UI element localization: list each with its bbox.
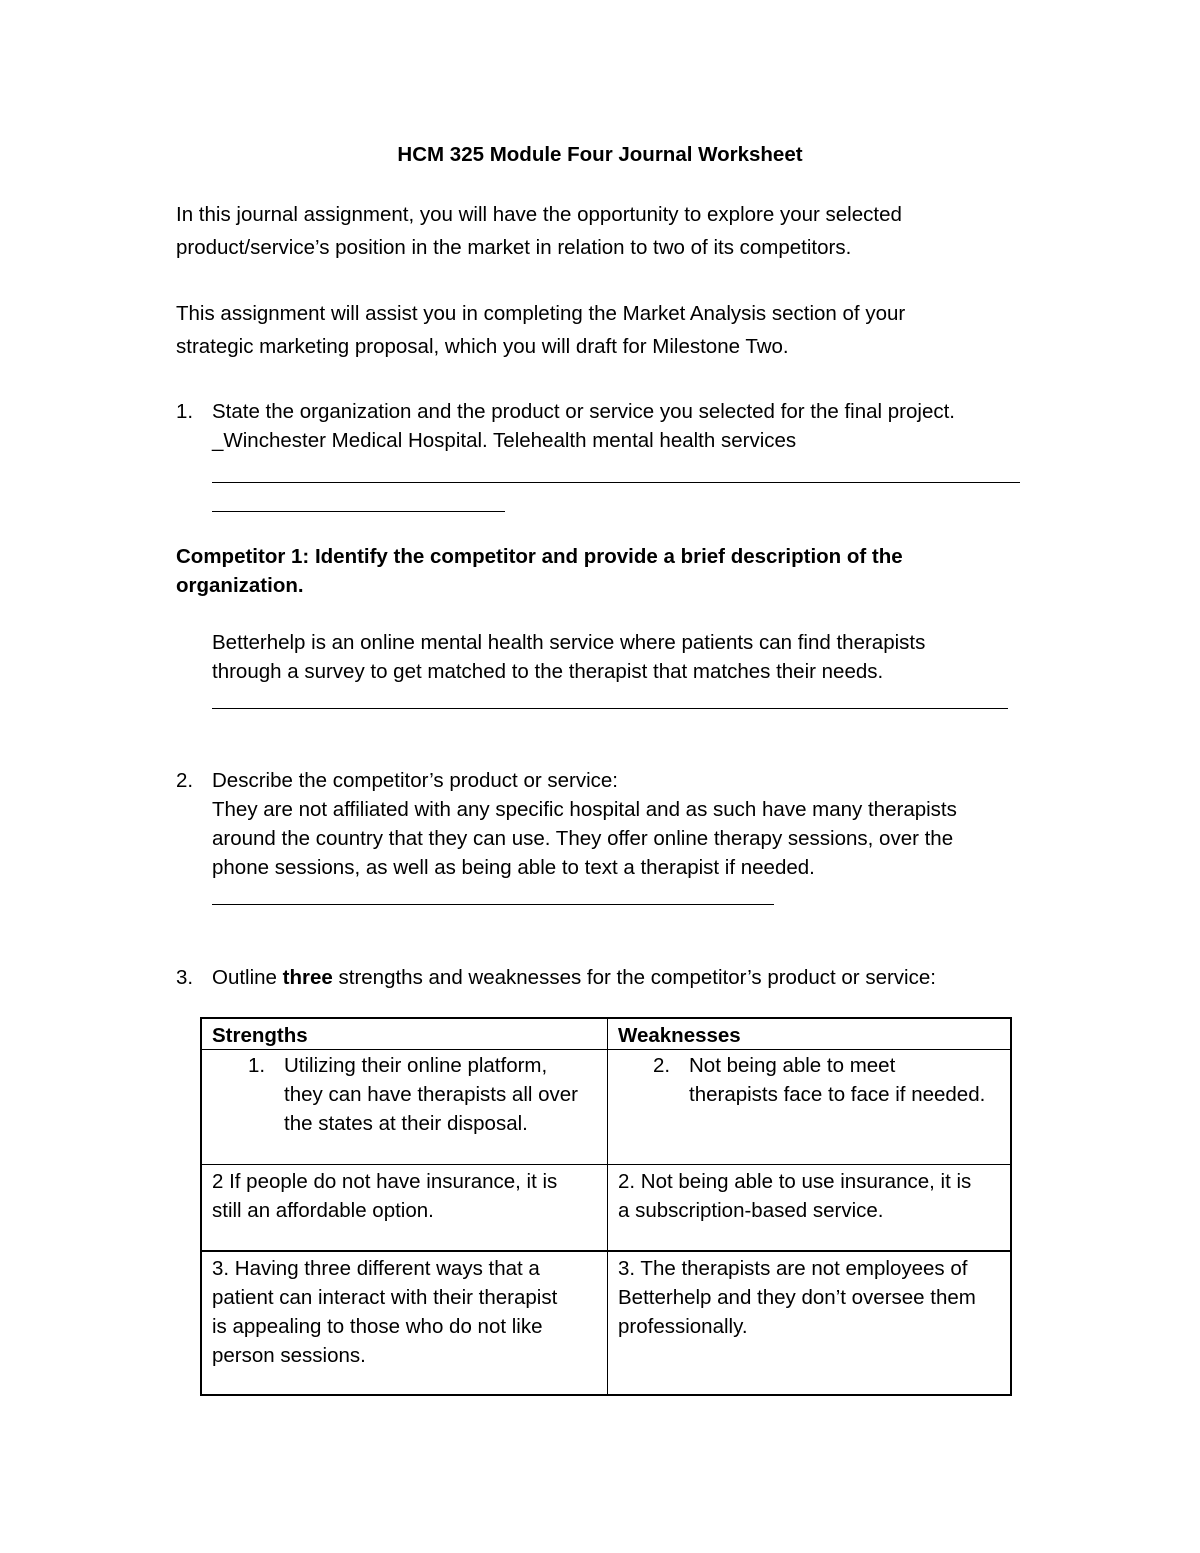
row-3-weakness-line-3: professionally. bbox=[618, 1315, 748, 1338]
question-2-answer-line-3: phone sessions, as well as being able to text a therapist if needed. bbox=[212, 856, 815, 879]
row-3-strength-line-3: is appealing to those who do not like bbox=[212, 1315, 543, 1338]
table-row-divider bbox=[202, 1250, 1010, 1252]
answer-line bbox=[212, 708, 1008, 709]
question-3-prompt-start: Outline bbox=[212, 966, 283, 989]
row-1-weakness-line-2: therapists face to face if needed. bbox=[689, 1083, 986, 1106]
row-1-weakness-line-1: Not being able to meet bbox=[689, 1054, 896, 1077]
row-1-strength-number: 1. bbox=[248, 1054, 266, 1077]
question-2-prompt: Describe the competitor’s product or service: bbox=[212, 769, 618, 792]
question-3-prompt-emphasis: three bbox=[282, 966, 333, 989]
competitor-1-answer-line-2: through a survey to get matched to the therapist that matches their needs. bbox=[212, 660, 884, 683]
row-3-strength-line-2: patient can interact with their therapist bbox=[212, 1286, 558, 1309]
row-2-weakness-line-2: a subscription-based service. bbox=[618, 1199, 884, 1222]
question-1-answer: _Winchester Medical Hospital. Telehealth mental health services bbox=[212, 429, 797, 452]
row-2-weakness-line-1: 2. Not being able to use insurance, it is bbox=[618, 1170, 972, 1193]
question-2-number: 2. bbox=[176, 769, 194, 792]
intro-paragraph-1-line-2: product/service’s position in the market in relation to two of its competitors. bbox=[176, 236, 852, 259]
row-1-strength-line-1: Utilizing their online platform, bbox=[284, 1054, 548, 1077]
answer-line bbox=[212, 482, 1020, 483]
competitor-1-answer-line-1: Betterhelp is an online mental health service where patients can find therapists bbox=[212, 631, 926, 654]
question-1-number: 1. bbox=[176, 400, 194, 423]
header-weaknesses: Weaknesses bbox=[618, 1024, 741, 1047]
intro-paragraph-1-line-1: In this journal assignment, you will have the opportunity to explore your selected bbox=[176, 203, 902, 226]
header-strengths: Strengths bbox=[212, 1024, 308, 1047]
intro-paragraph-2-line-1: This assignment will assist you in completing the Market Analysis section of your bbox=[176, 302, 906, 325]
row-3-strength-line-1: 3. Having three different ways that a bbox=[212, 1257, 540, 1280]
table-column-divider bbox=[607, 1019, 608, 1394]
row-3-weakness-line-2: Betterhelp and they don’t oversee them bbox=[618, 1286, 976, 1309]
row-1-strength-line-2: they can have therapists all over bbox=[284, 1083, 578, 1106]
question-2-answer-line-1: They are not affiliated with any specific hospital and as such have many therapists bbox=[212, 798, 957, 821]
competitor-1-heading-line-1: Competitor 1: Identify the competitor and provide a brief description of the bbox=[176, 545, 903, 568]
row-3-strength-line-4: person sessions. bbox=[212, 1344, 366, 1367]
answer-line bbox=[212, 904, 774, 905]
strengths-weaknesses-table bbox=[200, 1017, 1012, 1396]
question-1-prompt: State the organization and the product or service you selected for the final project. bbox=[212, 400, 955, 423]
document-title: HCM 325 Module Four Journal Worksheet bbox=[397, 143, 803, 166]
table-row-divider bbox=[202, 1049, 1010, 1050]
row-2-strength-line-1: 2 If people do not have insurance, it is bbox=[212, 1170, 558, 1193]
question-3-number: 3. bbox=[176, 966, 194, 989]
question-3-prompt-end: strengths and weaknesses for the competitor’s product or service: bbox=[332, 966, 936, 989]
row-1-strength-line-3: the states at their disposal. bbox=[284, 1112, 528, 1135]
row-2-strength-line-2: still an affordable option. bbox=[212, 1199, 434, 1222]
competitor-1-heading-line-2: organization. bbox=[176, 574, 304, 597]
question-3-prompt bbox=[212, 963, 936, 992]
row-3-weakness-line-1: 3. The therapists are not employees of bbox=[618, 1257, 968, 1280]
table-row-divider bbox=[202, 1164, 1010, 1165]
answer-line bbox=[212, 511, 505, 512]
row-1-weakness-number: 2. bbox=[653, 1054, 671, 1077]
question-2-answer-line-2: around the country that they can use. They offer online therapy sessions, over the bbox=[212, 827, 954, 850]
intro-paragraph-2-line-2: strategic marketing proposal, which you will draft for Milestone Two. bbox=[176, 335, 789, 358]
